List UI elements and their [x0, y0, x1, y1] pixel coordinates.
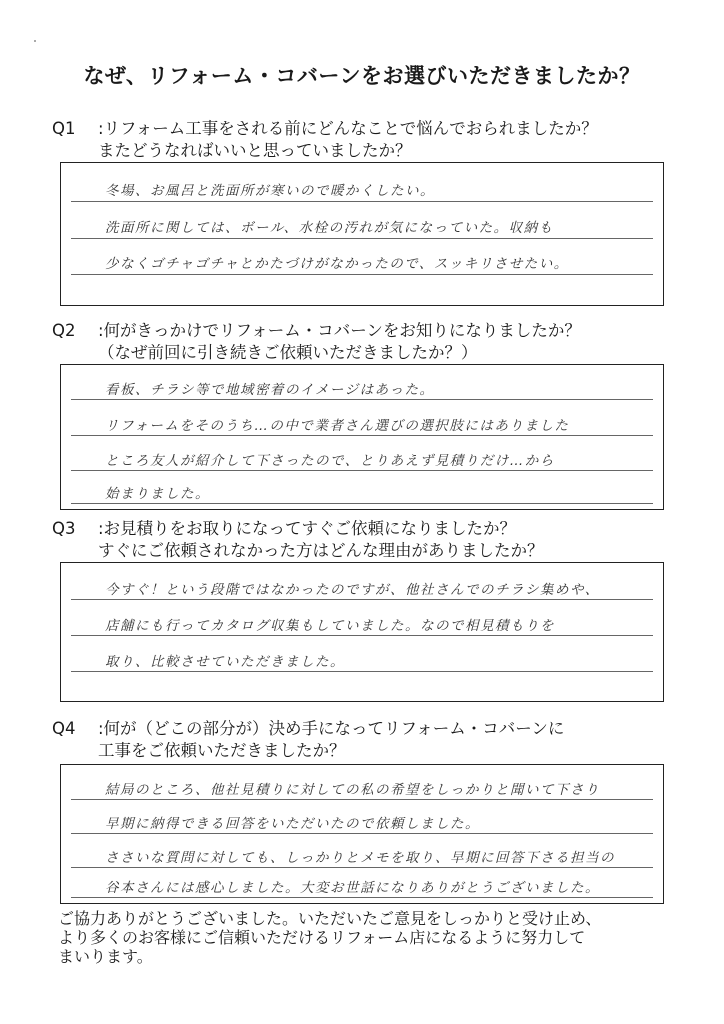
answer-line: 店舗にも行ってカタログ収集もしていました。なので相見積もりを: [105, 618, 555, 634]
closing-line: まいります。: [58, 947, 153, 966]
answer-rule: [71, 201, 653, 202]
answer-rule: [71, 435, 653, 436]
question-text: （なぜ前回に引き続きご依頼いただきましたか？）: [98, 343, 478, 362]
answer-line: 看板、チラシ等で地域密着のイメージはあった。: [105, 382, 435, 398]
answer-line: 冬場、お風呂と洗面所が寒いので暖かくしたい。: [105, 183, 435, 199]
answer-line: 始まりました。: [105, 486, 210, 502]
question-label: Q2: [52, 321, 76, 340]
question-text: すぐにご依頼されなかった方はどんな理由がありましたか？: [98, 541, 544, 560]
question-label: Q4: [52, 719, 76, 738]
question-2: [52, 320, 581, 364]
answer-line: 早期に納得できる回答をいただいたので依頼しました。: [105, 816, 480, 832]
question-label: Q1: [52, 119, 76, 138]
answer-line: 今すぐ！という段階ではなかったのですが、他社さんでのチラシ集めや、: [105, 582, 600, 598]
answer-line: 少なくゴチャゴチャとかたづけがなかったので、スッキリさせたい。: [105, 256, 569, 272]
answer-rule: [71, 599, 653, 600]
closing-line: ご協力ありがとうございました。いただいたご意見をしっかりと受け止め、: [58, 909, 602, 928]
question-text: またどうなればいいと思っていましたか？: [98, 141, 412, 160]
question-3: [52, 518, 544, 562]
answer-rule: [71, 238, 653, 239]
question-text: :お見積りをお取りになってすぐご依頼になりましたか？: [98, 519, 517, 538]
question-4: [52, 718, 564, 762]
answer-box-2: [60, 364, 664, 510]
answer-line: 洗面所に関しては、ボール、水栓の汚れが気になっていた。収納も: [105, 220, 554, 236]
question-text: 工事をご依頼いただきましたか？: [98, 741, 346, 760]
answer-box-4: [60, 764, 664, 904]
answer-rule: [71, 799, 653, 800]
answer-rule: [71, 470, 653, 471]
answer-rule: [71, 399, 653, 400]
question-text: :リフォーム工事をされる前にどんなことで悩んでおられましたか？: [98, 119, 598, 138]
answer-box-3: [60, 562, 664, 702]
answer-line: 結局のところ、他社見積りに対しての私の希望をしっかりと聞いて下さり: [105, 782, 600, 798]
answer-rule: [71, 503, 653, 504]
question-label: Q3: [52, 519, 76, 538]
question-text: :何がきっかけでリフォーム・コバーンをお知りになりましたか？: [98, 321, 581, 340]
answer-line: 取り、比較させていただきました。: [105, 654, 345, 670]
answer-rule: [71, 833, 653, 834]
answer-rule: [71, 897, 653, 898]
answer-rule: [71, 671, 653, 672]
answer-rule: [71, 635, 653, 636]
answer-line: 谷本さんには感心しました。大変お世話になりありがとうございました。: [105, 880, 600, 896]
scan-mark: [34, 40, 36, 42]
answer-rule: [71, 867, 653, 868]
answer-line: リフォームをそのうち…の中で業者さん選びの選択肢にはありました: [105, 418, 570, 434]
answer-line: ところ友人が紹介して下さったので、とりあえず見積りだけ…から: [105, 453, 555, 469]
page-title: なぜ、リフォーム・コバーンをお選びいただきましたか？: [83, 64, 641, 88]
closing-line: より多くのお客様にご信頼いただけるリフォーム店になるように努力して: [58, 928, 586, 947]
question-1: [52, 118, 598, 162]
answer-box-1: [60, 162, 664, 306]
answer-line: ささいな質問に対しても、しっかりとメモを取り、早期に回答下さる担当の: [105, 850, 615, 866]
answer-rule: [71, 274, 653, 275]
question-text: :何が（どこの部分が）決め手になってリフォーム・コバーンに: [98, 719, 565, 738]
closing-message: [58, 909, 678, 966]
